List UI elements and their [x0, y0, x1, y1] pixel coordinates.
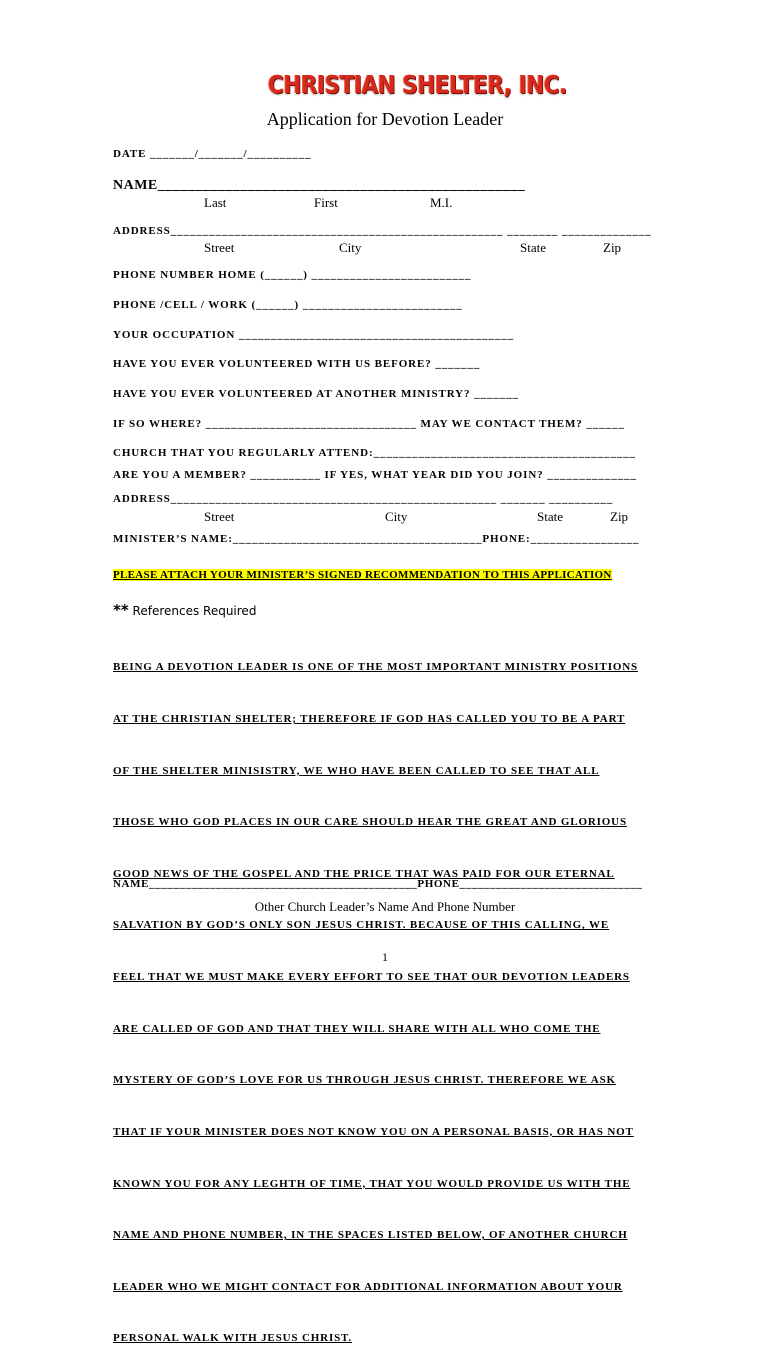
paragraph-line: THAT IF YOUR MINISTER DOES NOT KNOW YOU ON A PERSONAL BASIS, OR HAS NOT: [113, 1125, 634, 1138]
paragraph-line: FEEL THAT WE MUST MAKE EVERY EFFORT TO SEE THAT OUR DEVOTION LEADERS: [113, 971, 630, 984]
church-address-city-label: City: [385, 509, 408, 524]
paragraph-line: THOSE WHO GOD PLACES IN OUR CARE SHOULD HEAR THE GREAT AND GLORIOUS: [113, 816, 627, 829]
address-field[interactable]: ADDRESS____________________________________________________ ________ ______________: [113, 225, 652, 237]
phone-home-field[interactable]: PHONE NUMBER HOME (______) _________________________: [113, 269, 472, 281]
company-logo: CHRISTIAN SHELTER, INC.: [268, 70, 567, 99]
paragraph-line: PERSONAL WALK WITH JESUS CHRIST.: [113, 1332, 353, 1345]
paragraph-line: NAME AND PHONE NUMBER, IN THE SPACES LISTED BELOW, OF ANOTHER CHURCH: [113, 1229, 628, 1242]
church-field[interactable]: CHURCH THAT YOU REGULARLY ATTEND:_________________________________________: [113, 447, 636, 459]
address-state-label: State: [520, 240, 546, 255]
paragraph-line: ARE CALLED OF GOD AND THAT THEY WILL SHARE WITH ALL WHO COME THE: [113, 1022, 601, 1035]
attach-notice: PLEASE ATTACH YOUR MINISTER’S SIGNED RECOMMENDATION TO THIS APPLICATION: [113, 569, 612, 581]
volunteered-us-field[interactable]: HAVE YOU EVER VOLUNTEERED WITH US BEFORE? _______: [113, 358, 481, 370]
address-street-label: Street: [204, 240, 235, 255]
address-zip-label: Zip: [603, 240, 622, 255]
page-number: 1: [382, 950, 388, 964]
references-heading-text: References Required: [132, 604, 257, 618]
paragraph-line: BEING A DEVOTION LEADER IS ONE OF THE MOST IMPORTANT MINISTRY POSITIONS: [113, 661, 639, 674]
volunteered-other-field[interactable]: HAVE YOU EVER VOLUNTEERED AT ANOTHER MINISTRY? _______: [113, 388, 519, 400]
church-address-zip-label: Zip: [610, 509, 629, 524]
member-field[interactable]: ARE YOU A MEMBER? ___________ IF YES, WHAT YEAR DID YOU JOIN? ______________: [113, 469, 637, 481]
name-field[interactable]: NAME_________________________________________________: [113, 178, 526, 193]
page-title: Application for Devotion Leader: [266, 109, 504, 129]
paragraph-line: KNOWN YOU FOR ANY LEGHTH OF TIME, THAT YOU WOULD PROVIDE US WITH THE: [113, 1177, 631, 1190]
address-city-label: City: [339, 240, 362, 255]
minister-field[interactable]: MINISTER’S NAME:_______________________________________PHONE:_________________: [113, 533, 640, 545]
phone-cell-field[interactable]: PHONE /CELL / WORK (______) _________________________: [113, 299, 463, 311]
references-paragraph: [113, 625, 653, 1365]
other-leader-field[interactable]: NAME____________________________________________PHONE______________________________: [113, 878, 643, 890]
paragraph-line: AT THE CHRISTIAN SHELTER; THEREFORE IF GOD HAS CALLED YOU TO BE A PART: [113, 713, 626, 726]
paragraph-line: SALVATION BY GOD’S ONLY SON JESUS CHRIST. BECAUSE OF THIS CALLING, WE: [113, 919, 610, 932]
paragraph-line: MYSTERY OF GOD’S LOVE FOR US THROUGH JESUS CHRIST. THEREFORE WE ASK: [113, 1074, 616, 1087]
occupation-field[interactable]: YOUR OCCUPATION ___________________________________________: [113, 329, 515, 341]
if-so-where-field[interactable]: IF SO WHERE? _________________________________ MAY WE CONTACT THEM? ______: [113, 418, 625, 430]
other-leader-caption: Other Church Leader’s Name And Phone Number: [254, 899, 516, 914]
church-address-field[interactable]: ADDRESS___________________________________________________ _______ __________: [113, 493, 614, 505]
name-last-label: Last: [204, 195, 227, 210]
paragraph-line: GOOD NEWS OF THE GOSPEL AND THE PRICE THAT WAS PAID FOR OUR ETERNAL: [113, 867, 615, 880]
paragraph-line: OF THE SHELTER MINISISTRY, WE WHO HAVE BEEN CALLED TO SEE THAT ALL: [113, 764, 600, 777]
references-heading: [113, 601, 256, 619]
name-first-label: First: [314, 195, 338, 210]
church-address-street-label: Street: [204, 509, 235, 524]
references-stars: **: [113, 601, 129, 619]
date-field[interactable]: DATE _______/_______/__________: [113, 148, 312, 160]
church-address-state-label: State: [537, 509, 563, 524]
name-mi-label: M.I.: [430, 195, 453, 210]
paragraph-line: LEADER WHO WE MIGHT CONTACT FOR ADDITIONAL INFORMATION ABOUT YOUR: [113, 1280, 623, 1293]
